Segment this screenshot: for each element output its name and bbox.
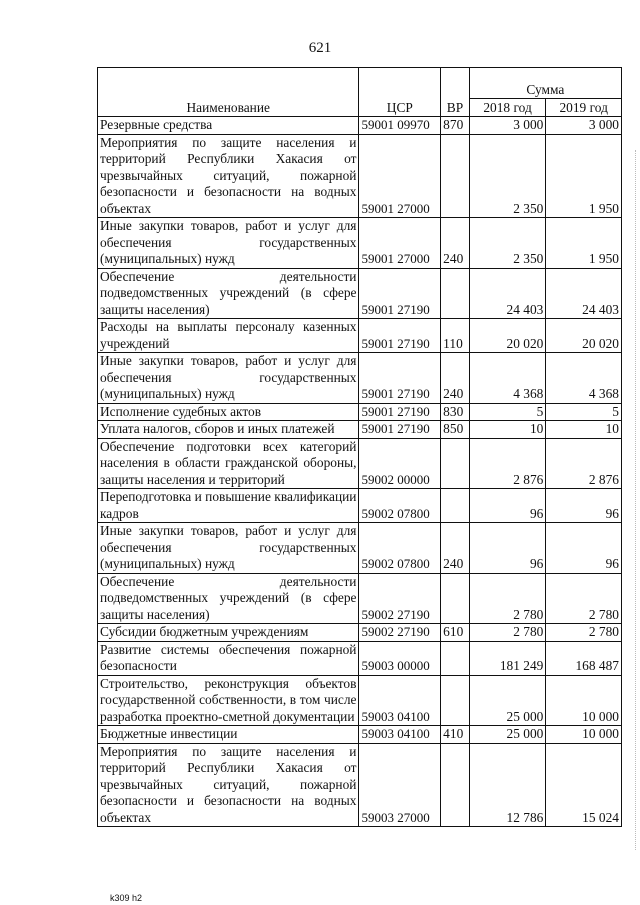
row-csr-cell: 59001 27190 xyxy=(359,319,441,353)
table-row xyxy=(98,438,622,489)
row-name-cell: Развитие системы обеспечения пожарной безопасности xyxy=(98,641,359,675)
row-vr-cell xyxy=(441,134,470,218)
row-sum-2019-cell: 5 xyxy=(546,403,622,421)
row-sum-2019-cell: 3 000 xyxy=(546,117,622,135)
table-row xyxy=(98,624,622,642)
row-csr-cell: 59003 00000 xyxy=(359,641,441,675)
table-row xyxy=(98,319,622,353)
row-sum-2019-cell: 24 403 xyxy=(546,268,622,319)
row-vr-cell xyxy=(441,641,470,675)
row-vr-cell xyxy=(441,675,470,726)
table-row xyxy=(98,268,622,319)
row-vr-cell: 110 xyxy=(441,319,470,353)
row-csr-cell: 59001 27190 xyxy=(359,268,441,319)
header-name: Наименование xyxy=(98,68,359,117)
row-csr-cell: 59003 27000 xyxy=(359,743,441,827)
row-sum-2018-cell: 181 249 xyxy=(469,641,546,675)
row-sum-2019-cell: 2 780 xyxy=(546,624,622,642)
row-sum-2018-cell: 4 368 xyxy=(469,353,546,404)
table-row xyxy=(98,675,622,726)
row-name-cell: Переподготовка и повышение квалификации кадров xyxy=(98,489,359,523)
row-sum-2018-cell: 25 000 xyxy=(469,675,546,726)
header-csr: ЦСР xyxy=(359,68,441,117)
row-vr-cell xyxy=(441,573,470,624)
footer-code: k309 h2 xyxy=(110,893,143,903)
row-vr-cell: 830 xyxy=(441,403,470,421)
table-row xyxy=(98,743,622,827)
row-vr-cell xyxy=(441,489,470,523)
row-sum-2018-cell: 5 xyxy=(469,403,546,421)
header-year-2019: 2019 год xyxy=(546,99,622,117)
row-name-cell: Обеспечение деятельности подведомственных учреждений (в сфере защиты населения) xyxy=(98,573,359,624)
row-sum-2019-cell: 96 xyxy=(546,489,622,523)
table-row xyxy=(98,134,622,218)
row-vr-cell: 610 xyxy=(441,624,470,642)
row-sum-2018-cell: 12 786 xyxy=(469,743,546,827)
row-csr-cell: 59002 07800 xyxy=(359,489,441,523)
table-row xyxy=(98,726,622,744)
row-csr-cell: 59002 07800 xyxy=(359,523,441,574)
row-sum-2019-cell: 10 000 xyxy=(546,675,622,726)
row-sum-2018-cell: 25 000 xyxy=(469,726,546,744)
table-row xyxy=(98,489,622,523)
row-sum-2019-cell: 10 xyxy=(546,421,622,439)
row-vr-cell: 870 xyxy=(441,117,470,135)
row-sum-2019-cell: 20 020 xyxy=(546,319,622,353)
row-sum-2019-cell: 2 876 xyxy=(546,438,622,489)
row-csr-cell: 59003 04100 xyxy=(359,726,441,744)
header-vr: ВР xyxy=(441,68,470,117)
row-name-cell: Иные закупки товаров, работ и услуг для обеспечения государственных (муниципальных) нужд xyxy=(98,353,359,404)
row-name-cell: Строительство, реконструкция объектов государственной собственности, в том числе разработка проектно-сметной документации xyxy=(98,675,359,726)
row-name-cell: Бюджетные инвестиции xyxy=(98,726,359,744)
row-name-cell: Мероприятия по защите населения и территорий Республики Хакасия от чрезвычайных ситуаций, пожарной безопасности и безопасности на водных объектах xyxy=(98,743,359,827)
row-name-cell: Иные закупки товаров, работ и услуг для обеспечения государственных (муниципальных) нужд xyxy=(98,218,359,269)
row-vr-cell: 240 xyxy=(441,218,470,269)
row-name-cell: Обеспечение деятельности подведомственных учреждений (в сфере защиты населения) xyxy=(98,268,359,319)
row-csr-cell: 59003 04100 xyxy=(359,675,441,726)
row-csr-cell: 59001 27000 xyxy=(359,218,441,269)
row-sum-2018-cell: 20 020 xyxy=(469,319,546,353)
page-number: 621 xyxy=(308,40,332,56)
row-sum-2018-cell: 2 780 xyxy=(469,624,546,642)
row-vr-cell: 850 xyxy=(441,421,470,439)
row-name-cell: Исполнение судебных актов xyxy=(98,403,359,421)
row-csr-cell: 59002 00000 xyxy=(359,438,441,489)
table-row xyxy=(98,641,622,675)
table-row xyxy=(98,117,622,135)
row-name-cell: Резервные средства xyxy=(98,117,359,135)
row-name-cell: Субсидии бюджетным учреждениям xyxy=(98,624,359,642)
row-sum-2018-cell: 10 xyxy=(469,421,546,439)
row-csr-cell: 59001 27190 xyxy=(359,403,441,421)
row-name-cell: Уплата налогов, сборов и иных платежей xyxy=(98,421,359,439)
row-sum-2018-cell: 3 000 xyxy=(469,117,546,135)
table-row xyxy=(98,403,622,421)
row-sum-2019-cell: 168 487 xyxy=(546,641,622,675)
row-sum-2019-cell: 15 024 xyxy=(546,743,622,827)
row-name-cell: Расходы на выплаты персоналу казенных учреждений xyxy=(98,319,359,353)
row-sum-2018-cell: 24 403 xyxy=(469,268,546,319)
row-sum-2019-cell: 2 780 xyxy=(546,573,622,624)
row-sum-2019-cell: 4 368 xyxy=(546,353,622,404)
row-vr-cell xyxy=(441,743,470,827)
table-row xyxy=(98,218,622,269)
row-vr-cell: 240 xyxy=(441,353,470,404)
row-name-cell: Обеспечение подготовки всех категорий населения в области гражданской обороны, защиты населения и территорий xyxy=(98,438,359,489)
row-sum-2018-cell: 2 350 xyxy=(469,134,546,218)
row-csr-cell: 59001 09970 xyxy=(359,117,441,135)
row-sum-2019-cell: 96 xyxy=(546,523,622,574)
table-row xyxy=(98,523,622,574)
row-sum-2018-cell: 2 876 xyxy=(469,438,546,489)
row-csr-cell: 59001 27190 xyxy=(359,353,441,404)
row-vr-cell: 240 xyxy=(441,523,470,574)
row-csr-cell: 59002 27190 xyxy=(359,624,441,642)
table-row xyxy=(98,421,622,439)
row-csr-cell: 59001 27000 xyxy=(359,134,441,218)
row-vr-cell xyxy=(441,438,470,489)
row-sum-2018-cell: 96 xyxy=(469,523,546,574)
budget-table xyxy=(97,67,622,827)
row-sum-2019-cell: 10 000 xyxy=(546,726,622,744)
row-vr-cell xyxy=(441,268,470,319)
table-row xyxy=(98,573,622,624)
row-sum-2018-cell: 2 780 xyxy=(469,573,546,624)
table-row xyxy=(98,353,622,404)
row-name-cell: Иные закупки товаров, работ и услуг для обеспечения государственных (муниципальных) нужд xyxy=(98,523,359,574)
row-csr-cell: 59001 27190 xyxy=(359,421,441,439)
row-sum-2019-cell: 1 950 xyxy=(546,134,622,218)
row-name-cell: Мероприятия по защите населения и территорий Республики Хакасия от чрезвычайных ситуаций, пожарной безопасности и безопасности на водных объектах xyxy=(98,134,359,218)
row-csr-cell: 59002 27190 xyxy=(359,573,441,624)
row-vr-cell: 410 xyxy=(441,726,470,744)
row-sum-2018-cell: 96 xyxy=(469,489,546,523)
header-year-2018: 2018 год xyxy=(469,99,546,117)
row-sum-2019-cell: 1 950 xyxy=(546,218,622,269)
margin-scan-marks xyxy=(633,150,636,850)
row-sum-2018-cell: 2 350 xyxy=(469,218,546,269)
header-sum: Сумма xyxy=(469,68,621,99)
